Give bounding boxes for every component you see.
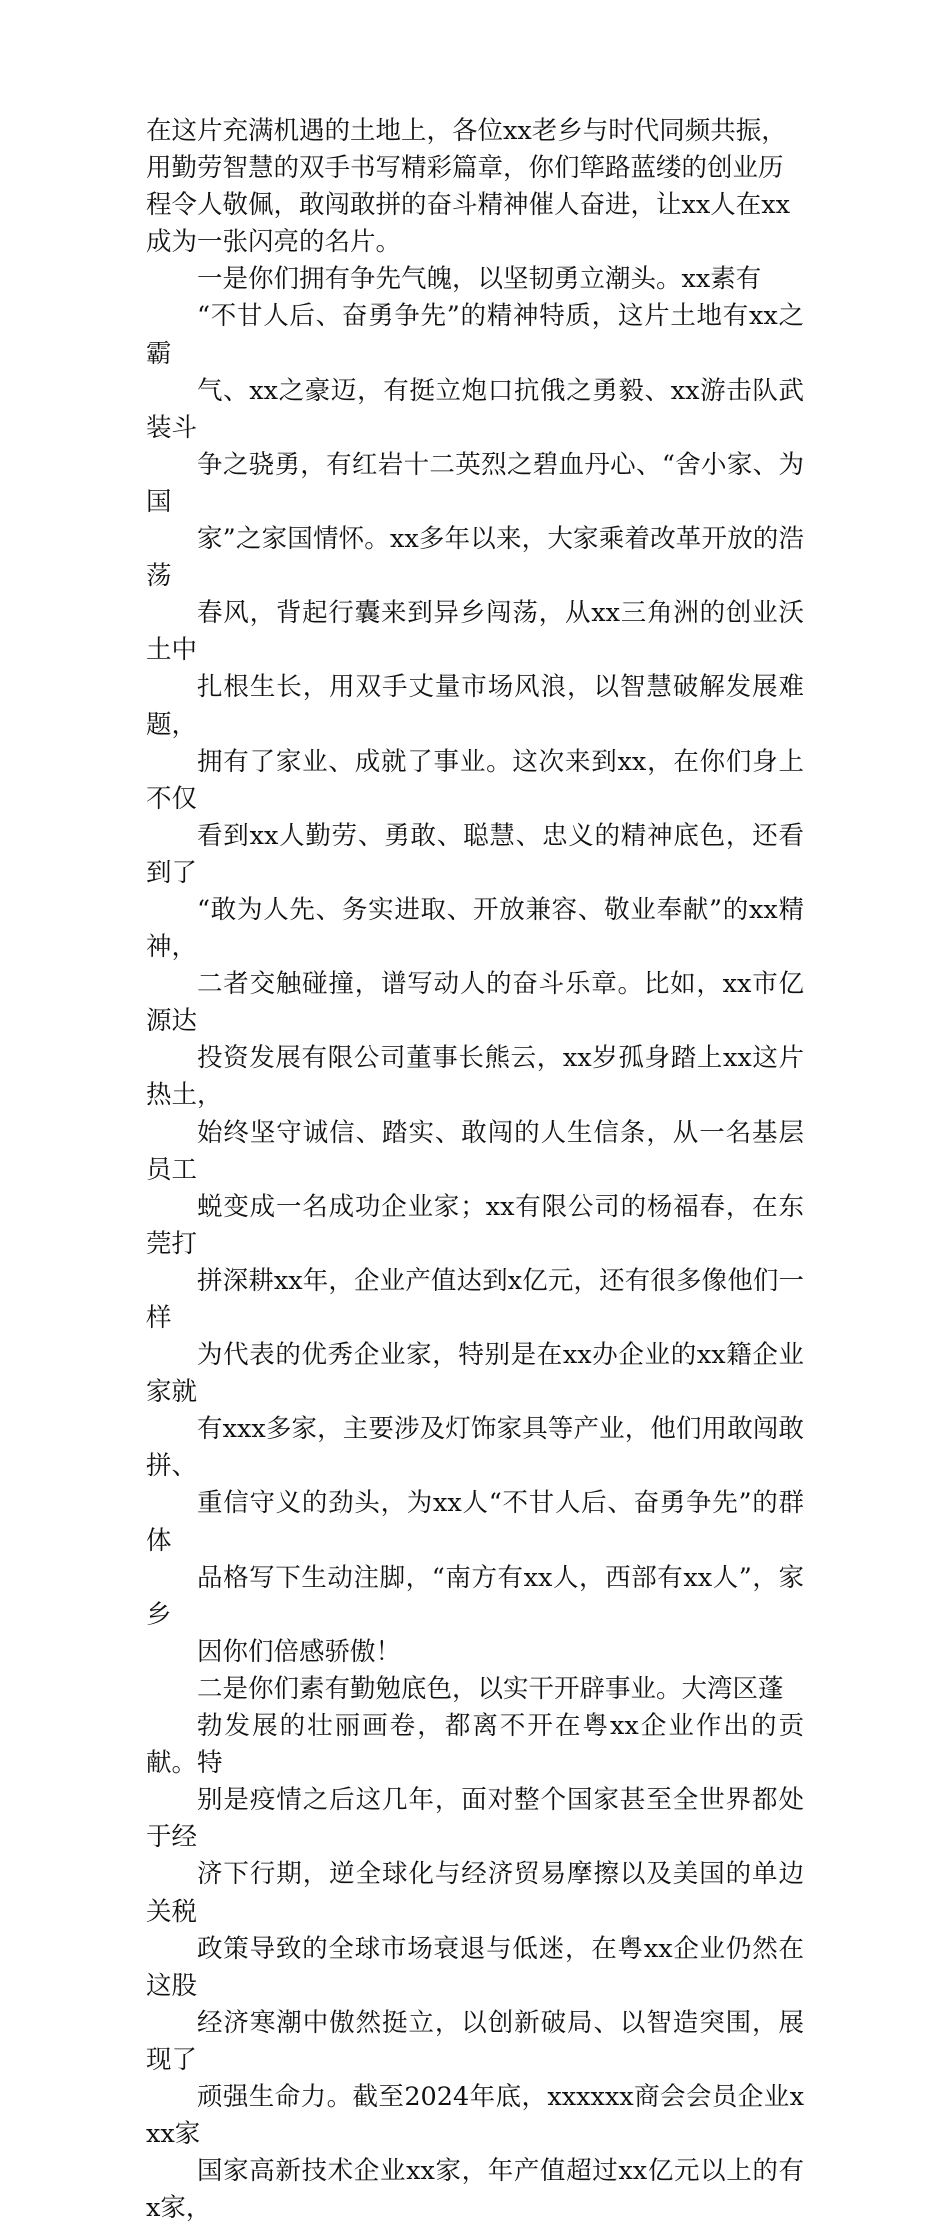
- text-line: 重信守义的劲头，为xx人“不甘人后、奋勇争先”的群体: [146, 1488, 804, 1556]
- text-line: 家”之家国情怀。xx多年以来，大家乘着改革开放的浩荡: [146, 524, 804, 592]
- text-line: 为代表的优秀企业家，特别是在xx办企业的xx籍企业家就: [146, 1340, 804, 1408]
- text-line: 扎根生长，用双手丈量市场风浪，以智慧破解发展难题，: [146, 672, 804, 740]
- text-line: 济下行期，逆全球化与经济贸易摩擦以及美国的单边关税: [146, 1859, 804, 1927]
- paragraph-intro: [146, 113, 804, 261]
- text-line: 因你们倍感骄傲！: [197, 1636, 402, 1667]
- text-line: 拼深耕xx年，企业产值达到x亿元，还有很多像他们一样: [146, 1265, 804, 1333]
- text-line: 勃发展的壮丽画卷，都离不开在粤xx企业作出的贡献。特: [146, 1711, 804, 1779]
- text-line: 品格写下生动注脚，“南方有xx人，西部有xx人”，家乡: [146, 1562, 804, 1630]
- text-line: 顽强生命力。截至2024年底，xxxxxx商会会员企业xxx家: [146, 2081, 804, 2150]
- text-line: 投资发展有限公司董事长熊云，xx岁孤身踏上xx这片热土，: [146, 1043, 804, 1111]
- text-line: 蜕变成一名成功企业家；xx有限公司的杨福春，在东莞打: [146, 1191, 804, 1259]
- text-line: 成为一张闪亮的名片。: [146, 227, 402, 258]
- text-line: 气、xx之豪迈，有挺立炮口抗俄之勇毅、xx游击队武装斗: [146, 375, 804, 443]
- text-line: 别是疫情之后这几年，面对整个国家甚至全世界都处于经: [146, 1785, 804, 1853]
- text-line: 用勤劳智慧的双手书写精彩篇章，你们筚路蓝缕的创业历: [146, 153, 784, 184]
- text-line: 看到xx人勤劳、勇敢、聪慧、忠义的精神底色，还看到了: [146, 820, 804, 888]
- text-line: 拥有了家业、成就了事业。这次来到xx，在你们身上不仅: [146, 746, 804, 814]
- paragraph-point-one: [146, 261, 804, 1671]
- document-body: [146, 113, 804, 2227]
- text-line: 经济寒潮中傲然挺立，以创新破局、以智造突围，展现了: [146, 2007, 804, 2075]
- text-line: 争之骁勇，有红岩十二英烈之碧血丹心、“舍小家、为国: [146, 449, 804, 517]
- text-line: 春风，背起行囊来到异乡闯荡，从xx三角洲的创业沃土中: [146, 598, 804, 666]
- text-line: 一是你们拥有争先气魄，以坚韧勇立潮头。xx素有: [197, 264, 762, 295]
- text-line: 有xxx多家，主要涉及灯饰家具等产业，他们用敢闯敢拼、: [146, 1414, 804, 1482]
- text-line: “敢为人先、务实进取、开放兼容、敬业奉献”的xx精神，: [146, 894, 804, 963]
- text-line: 政策导致的全球市场衰退与低迷，在粤xx企业仍然在这股: [146, 1933, 804, 2001]
- text-line: 始终坚守诚信、踏实、敢闯的人生信条，从一名基层员工: [146, 1117, 804, 1185]
- text-line: 在这片充满机遇的土地上，各位xx老乡与时代同频共振，: [146, 116, 787, 146]
- text-line: “不甘人后、奋勇争先”的精神特质，这片土地有xx之霸: [146, 301, 804, 369]
- text-line: 国家高新技术企业xx家，年产值超过xx亿元以上的有x家，: [146, 2156, 804, 2224]
- paragraph-point-two: [146, 1671, 804, 2227]
- text-line: 二是你们素有勤勉底色，以实干开辟事业。大湾区蓬: [197, 1673, 784, 1704]
- text-line: 二者交触碰撞，谱写动人的奋斗乐章。比如，xx市亿源达: [146, 969, 804, 1037]
- text-line: 程令人敬佩，敢闯敢拼的奋斗精神催人奋进，让xx人在xx: [146, 190, 791, 221]
